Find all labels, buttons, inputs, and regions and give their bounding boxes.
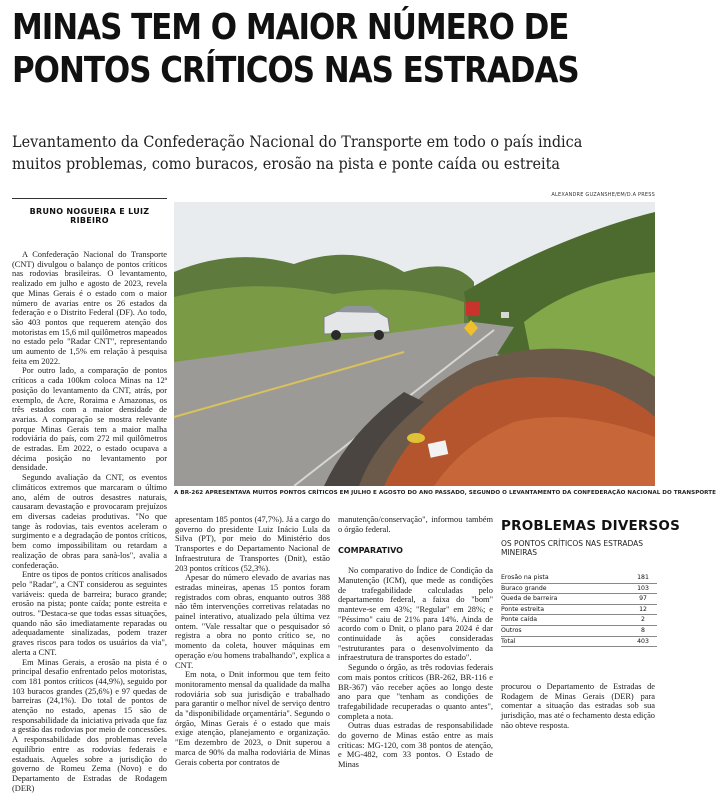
sidebar-box-title: PROBLEMAS DIVERSOS [501,518,681,534]
headline [12,6,579,92]
paragraph: Em nota, o Dnit informou que tem feito monitoramento mensal da qualidade da malha rodoviária sob sua jurisdição e trabalhado para garantir o melhor nível de serviço dentro da "disponibilidade orçamentária". Segundo o órgão, Minas Gerais é o estado que mais exige atenção, planejamento e organização. "Em dezembro de 2023, o Dnit superou a marca de 90% da malha rodoviária de Minas Gerais coberta por contratos de [175,670,330,767]
critical-points-table [501,573,657,647]
table-row [501,594,657,605]
paragraph: Entre os tipos de pontos críticos analisados pelo "Radar", a CNT considerou as seguintes variáveis: queda de barreira; buraco grande; erosão na pista; ponte caída; ponte estreita e outros. "Destaca-se que todas essas situações, quando não são imediatamente reparadas ou adequadamente sinalizadas, podem trazer graves riscos para todos os usuários da via", alerta a CNT. [12,570,167,657]
photo-caption: A BR-262 APRESENTAVA MUITOS PONTOS CRÍTICOS EM JULHO E AGOSTO DO ANO PASSADO, SEGUNDO O LEVANTAMENTO DA CONFEDERAÇÃO NACIONAL DO TRANSPORTE [174,490,716,496]
row-label: Outros [501,626,522,634]
table-row [501,615,657,626]
article-column-1 [12,250,167,793]
table-row [501,605,657,616]
article-column-4 [501,682,655,770]
byline: BRUNO NOGUEIRA E LUIZ RIBEIRO [29,207,150,225]
paragraph: manutenção/conservação", informou também o órgão federal. [338,515,493,534]
subheadline [12,131,642,175]
row-label: Ponte estreita [501,605,545,613]
paragraph: procurou o Departamento de Estradas de Rodagem de Minas Gerais (DER) para comentar a situação das estradas sob sua jurisdição, mas até o fechamento desta edição não obteve resposta. [501,682,655,730]
paragraph: apresentam 185 pontos (47,7%). Já a cargo do governo do presidente Luiz Inácio Lula da Silva (PT), por meio do Ministério dos Transportes e do Departamento Nacional de Infraestrutura de Transportes (Dnit), estão 203 pontos críticos (52,3%). [175,515,330,573]
section-heading-comparativo: COMPARATIVO [338,546,403,556]
row-value: 403 [637,637,649,645]
row-value: 181 [637,574,649,581]
row-label: Buraco grande [501,584,547,592]
paragraph: Por outro lado, a comparação de pontos críticos a cada 100km coloca Minas na 12ª posição do levantamento da CNT, atrás, por exemplo, de Acre, Roraima e Amazonas, os três estados com a maior densidade de avarias. A comparação se mostra relevante porque Minas Gerais tem a maior malha rodoviária do país, com 272 mil quilômetros de estradas. Em 2022, o estado ocupava a décima posição no levantamento por densidade. [12,366,167,473]
row-value: 103 [637,584,649,592]
subheadline-line-2: muitos problemas, como buracos, erosão na pista e ponte caída ou estreita [12,154,561,173]
row-label: Queda de barreira [501,595,558,603]
paragraph: Em Minas Gerais, a erosão na pista é o principal desafio enfrentado pelos motoristas, com 181 pontos críticos (44,9%), seguido por 103 buracos grandes (25,6%) e 97 quedas de barreiras (24,1%). Do total de pontos de atenção no estado, apenas 15 são de responsabilidade da iniciativa privada que faz a gestão das rodovias por meio de concessões. A responsabilidade dos problemas revela equilíbrio entre as rodovias federais e estaduais. Aqueles sobre a jurisdição do governo de Romeu Zema (Novo) e do Departamento de Estradas de Rodagem (DER) [12,657,167,793]
photo-credit: ALEXANDRE GUZANSHE/EM/D.A PRESS [551,192,655,198]
byline-divider [12,198,167,199]
row-value: 97 [639,595,647,603]
photo-illustration [174,202,655,486]
paragraph: A Confederação Nacional do Transporte (CNT) divulgou o balanço de pontos críticos nas rodovias brasileiras. O levantamento, realizado em julho e agosto de 2023, revela que Minas Gerais é o estado com o maior número de avarias entre os 26 estados da federação e o Distrito Federal (DF). Ao todo, são 403 pontos que requerem atenção dos motoristas em 15,6 mil quilômetros mapeados no estado pelo "Radar CNT", representando um aumento de 1,5% em relação à pesquisa feita em 2022. [12,250,167,366]
paragraph: Segundo avaliação da CNT, os eventos climáticos extremos que marcaram o último ano, além de outros desastres naturais, causaram devastação e provocaram prejuízos em diversas cadeias produtivas. "No que tange às rodovias, tais eventos aceleram o surgimento e a degradação de pontos críticos, bem como impossibilitam ou retardam a realização de obras para sanà-los", avalia a confederação. [12,473,167,570]
paragraph: Segundo o órgão, as três rodovias federais com mais pontos críticos (BR-262, BR-116 e BR-367) vão receber ações ao longo deste ano para que "tenham as condições de trafegabilidade recuperadas o quanto antes", completa a nota. [338,663,493,721]
sidebar-box-subtitle: OS PONTOS CRÍTICOS NAS ESTRADAS MINEIRAS [501,539,643,557]
row-value: 12 [639,605,647,613]
paragraph: No comparativo do Índice de Condição da Manutenção (ICM), que mede as condições de trafegabilidade calculadas pelo departamento federal, a faixa do "bom" manteve-se em 43%; "Regular" em 28%; e "Péssimo" caiu de 21% para 14%. Ainda de acordo com o Dnit, o plano para 2024 é dar continuidade às ações consideradas "estruturantes para o desenvolvimento da infraestrutura de transportes do estado". [338,566,493,663]
row-label: Erosão na pista [501,574,549,581]
headline-line-2: PONTOS CRÍTICOS NAS ESTRADAS [12,50,579,91]
row-label: Total [501,637,516,645]
article-column-3 [338,515,493,773]
table-row [501,626,657,637]
headline-line-1: MINAS TEM O MAIOR NÚMERO DE [12,7,569,48]
table-row [501,573,657,584]
row-label: Ponte caída [501,616,538,624]
table-row [501,584,657,595]
paragraph: Apesar do número elevado de avarias nas estradas mineiras, apenas 15 pontos foram registrados com obras, enquanto outros 388 não têm intervenções corretivas relatadas no painel interativo, atualizado pela última vez ontem. "Vale ressaltar que o pesquisador só registra a obra no ponto crítico se, no momento da coleta, houver máquinas em operação e/ou homens trabalhando", explica a CNT. [175,573,330,670]
table-row-total [501,637,657,648]
article-column-2 [175,515,330,773]
paragraph: Outras duas estradas de responsabilidade do governo de Minas estão entre as mais críticas: MG-120, com 38 pontos de atenção, e MG-482, com 33 pontos. O Estado de Minas [338,721,493,770]
subheadline-line-1: Levantamento da Confederação Nacional do Transporte em todo o país indica [12,132,583,151]
row-value: 2 [641,616,645,624]
row-value: 8 [641,626,645,634]
road-erosion-photo [174,202,655,486]
